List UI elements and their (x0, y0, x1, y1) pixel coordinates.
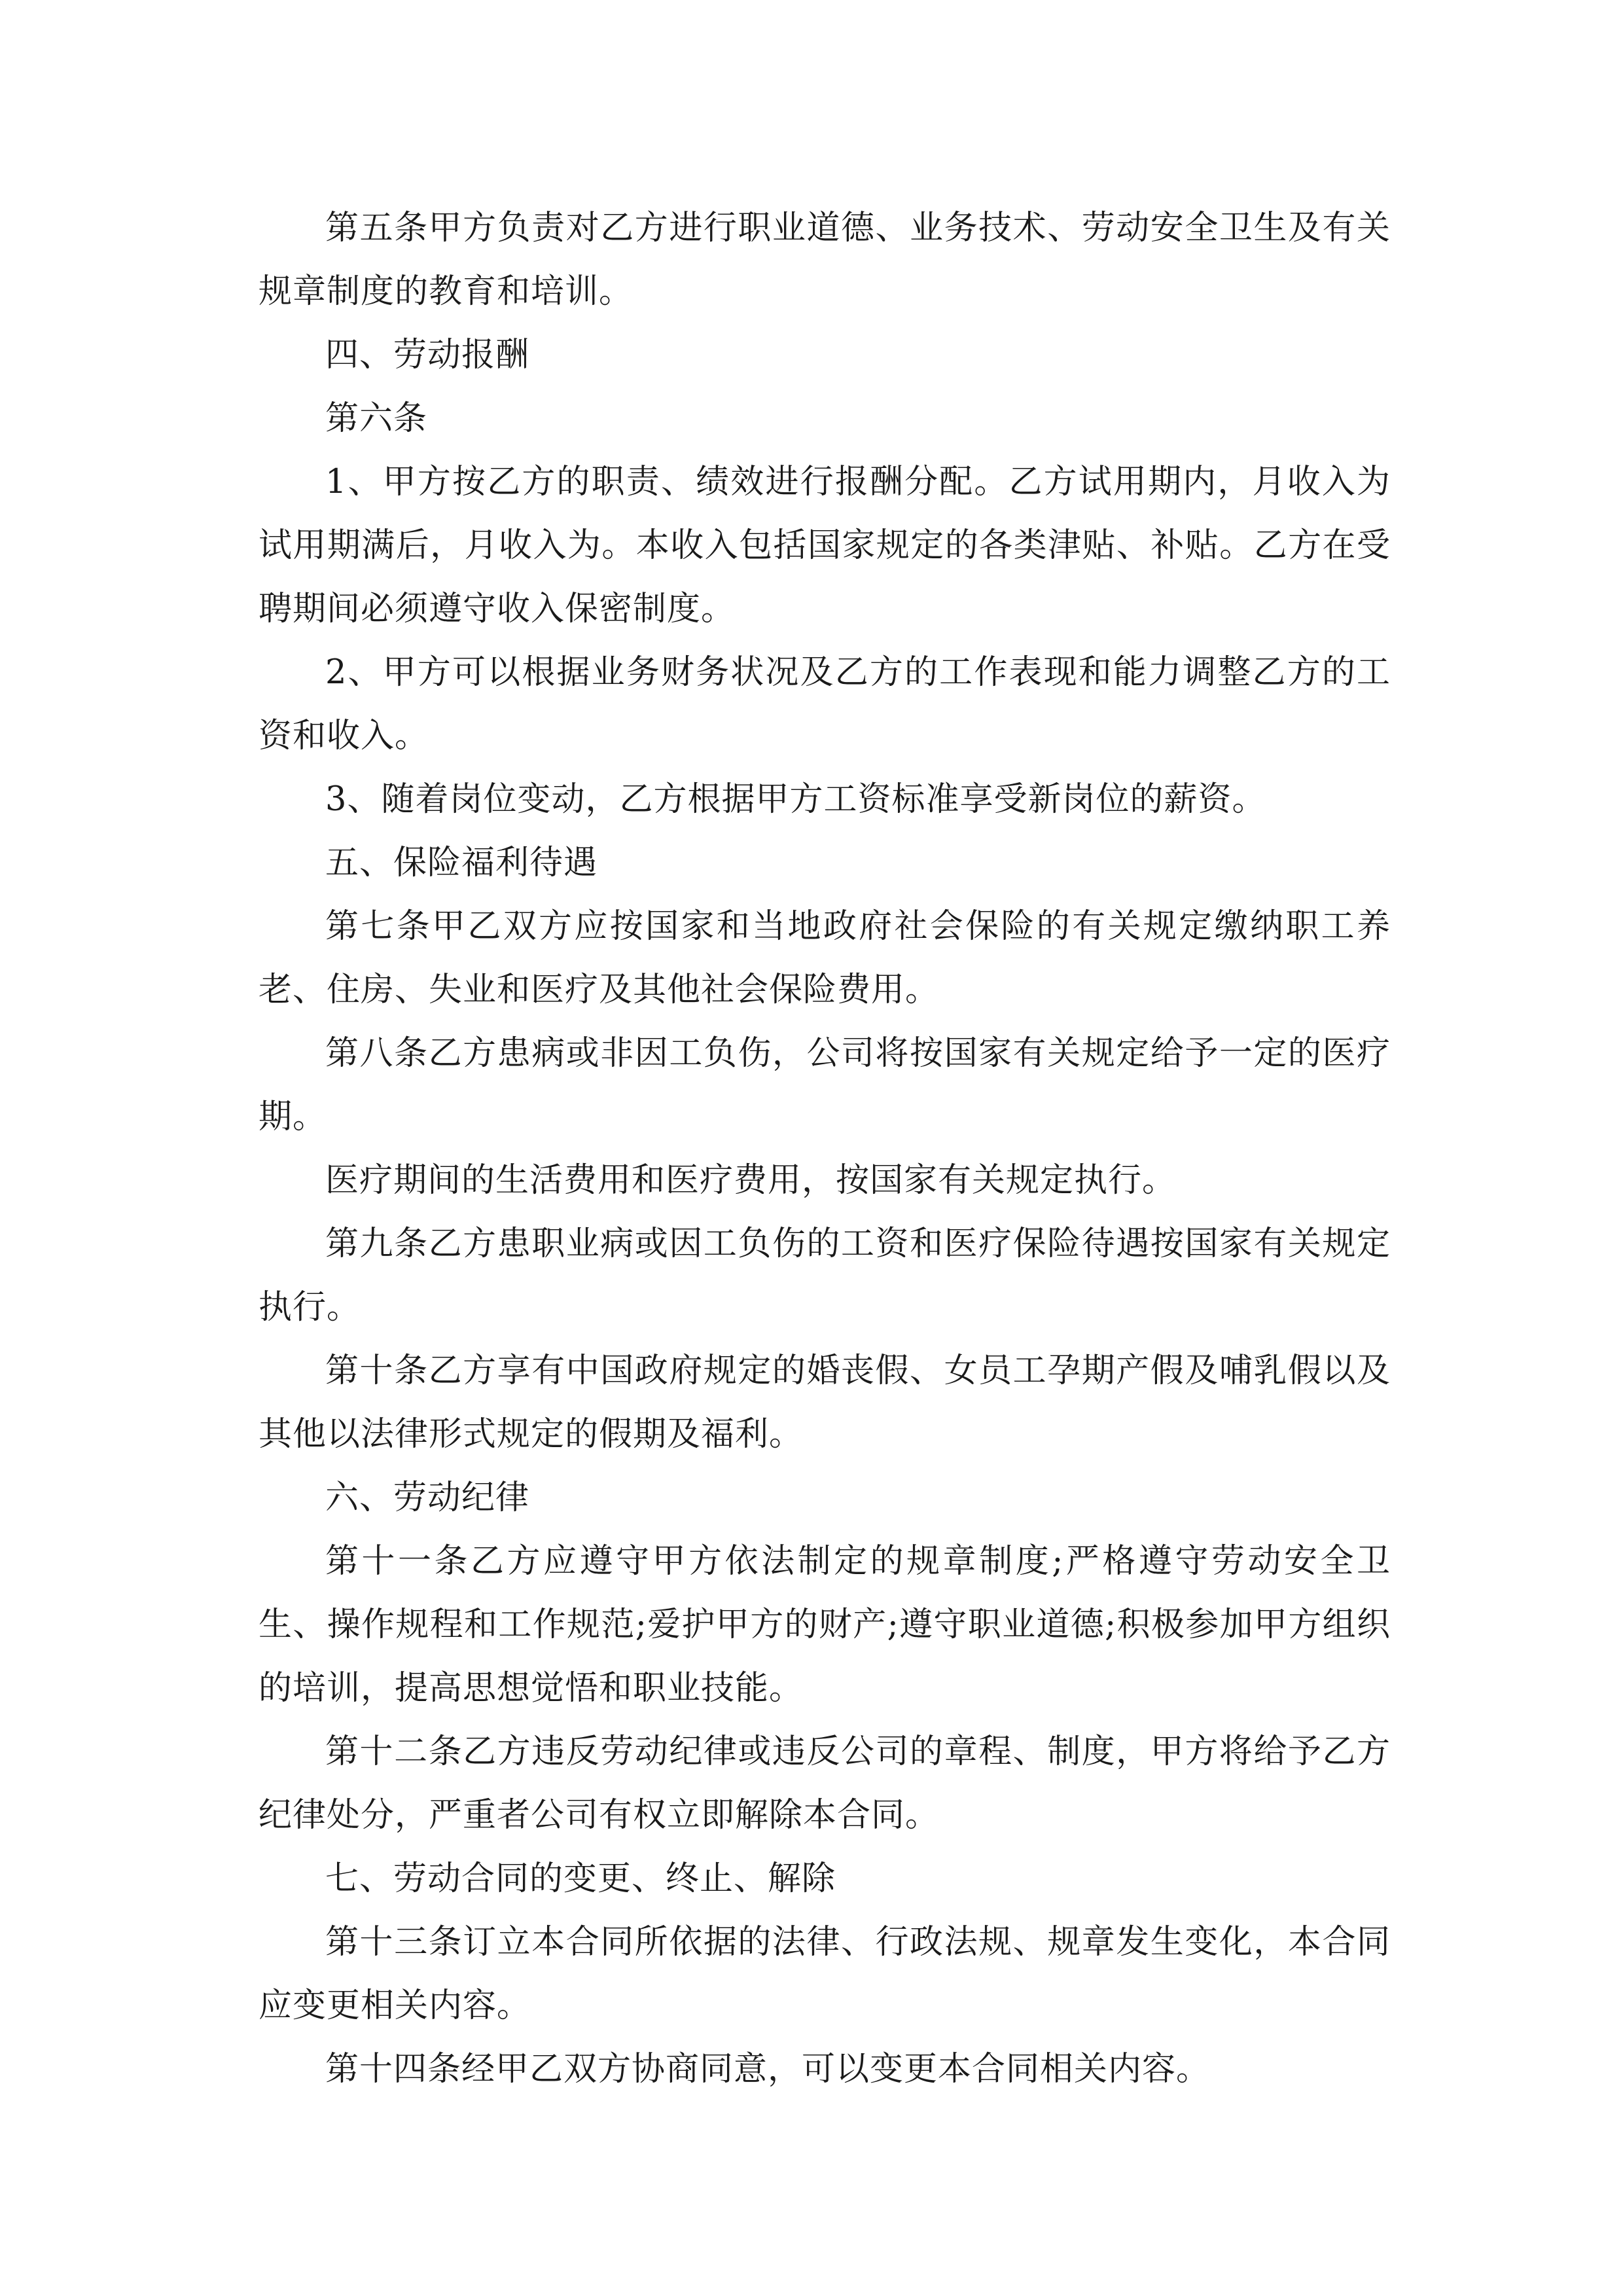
clause-6-heading: 第六条 (325, 399, 428, 438)
clause-14-paragraph: 第十四条经甲乙双方协商同意，可以变更本合同相关内容。 (325, 2050, 1211, 2089)
section-6-heading: 六、劳动纪律 (325, 1479, 530, 1517)
section-7-heading: 七、劳动合同的变更、终止、解除 (325, 1859, 836, 1898)
section-4-heading: 四、劳动报酬 (325, 336, 530, 374)
clause-12-paragraph: 第十二条乙方违反劳动纪律或违反公司的章程、制度，甲方将给予乙方纪律处分，严重者公司有权立即解除本合同。 (259, 1732, 1391, 1835)
document-body (259, 196, 1391, 2101)
clause-11-paragraph: 第十一条乙方应遵守甲方依法制定的规章制度;严格遵守劳动安全卫生、操作规程和工作规范;爱护甲方的财产;遵守职业道德;积极参加甲方组织的培训，提高思想觉悟和职业技能。 (259, 1542, 1391, 1708)
clause-5-paragraph: 第五条甲方负责对乙方进行职业道德、业务技术、劳动安全卫生及有关规章制度的教育和培训。 (259, 209, 1391, 311)
clause-6-item-2: 2、甲方可以根据业务财务状况及乙方的工作表现和能力调整乙方的工资和收入。 (259, 653, 1391, 755)
clause-10-paragraph: 第十条乙方享有中国政府规定的婚丧假、女员工孕期产假及哺乳假以及其他以法律形式规定的假期及福利。 (259, 1352, 1391, 1454)
clause-6-item-1: 1、甲方按乙方的职责、绩效进行报酬分配。乙方试用期内，月收入为试用期满后，月收入为。本收入包括国家规定的各类津贴、补贴。乙方在受聘期间必须遵守收入保密制度。 (259, 463, 1391, 628)
clause-6-item-3: 3、随着岗位变动，乙方根据甲方工资标准享受新岗位的薪资。 (325, 780, 1266, 819)
section-5-heading: 五、保险福利待遇 (325, 844, 598, 882)
clause-7-paragraph: 第七条甲乙双方应按国家和当地政府社会保险的有关规定缴纳职工养老、住房、失业和医疗及其他社会保险费用。 (259, 907, 1391, 1009)
clause-9-paragraph: 第九条乙方患职业病或因工负伤的工资和医疗保险待遇按国家有关规定执行。 (259, 1225, 1391, 1327)
clause-8-continuation: 医疗期间的生活费用和医疗费用，按国家有关规定执行。 (325, 1161, 1177, 1200)
clause-13-paragraph: 第十三条订立本合同所依据的法律、行政法规、规章发生变化，本合同应变更相关内容。 (259, 1923, 1391, 2025)
clause-8-paragraph: 第八条乙方患病或非因工负伤，公司将按国家有关规定给予一定的医疗期。 (259, 1034, 1391, 1136)
